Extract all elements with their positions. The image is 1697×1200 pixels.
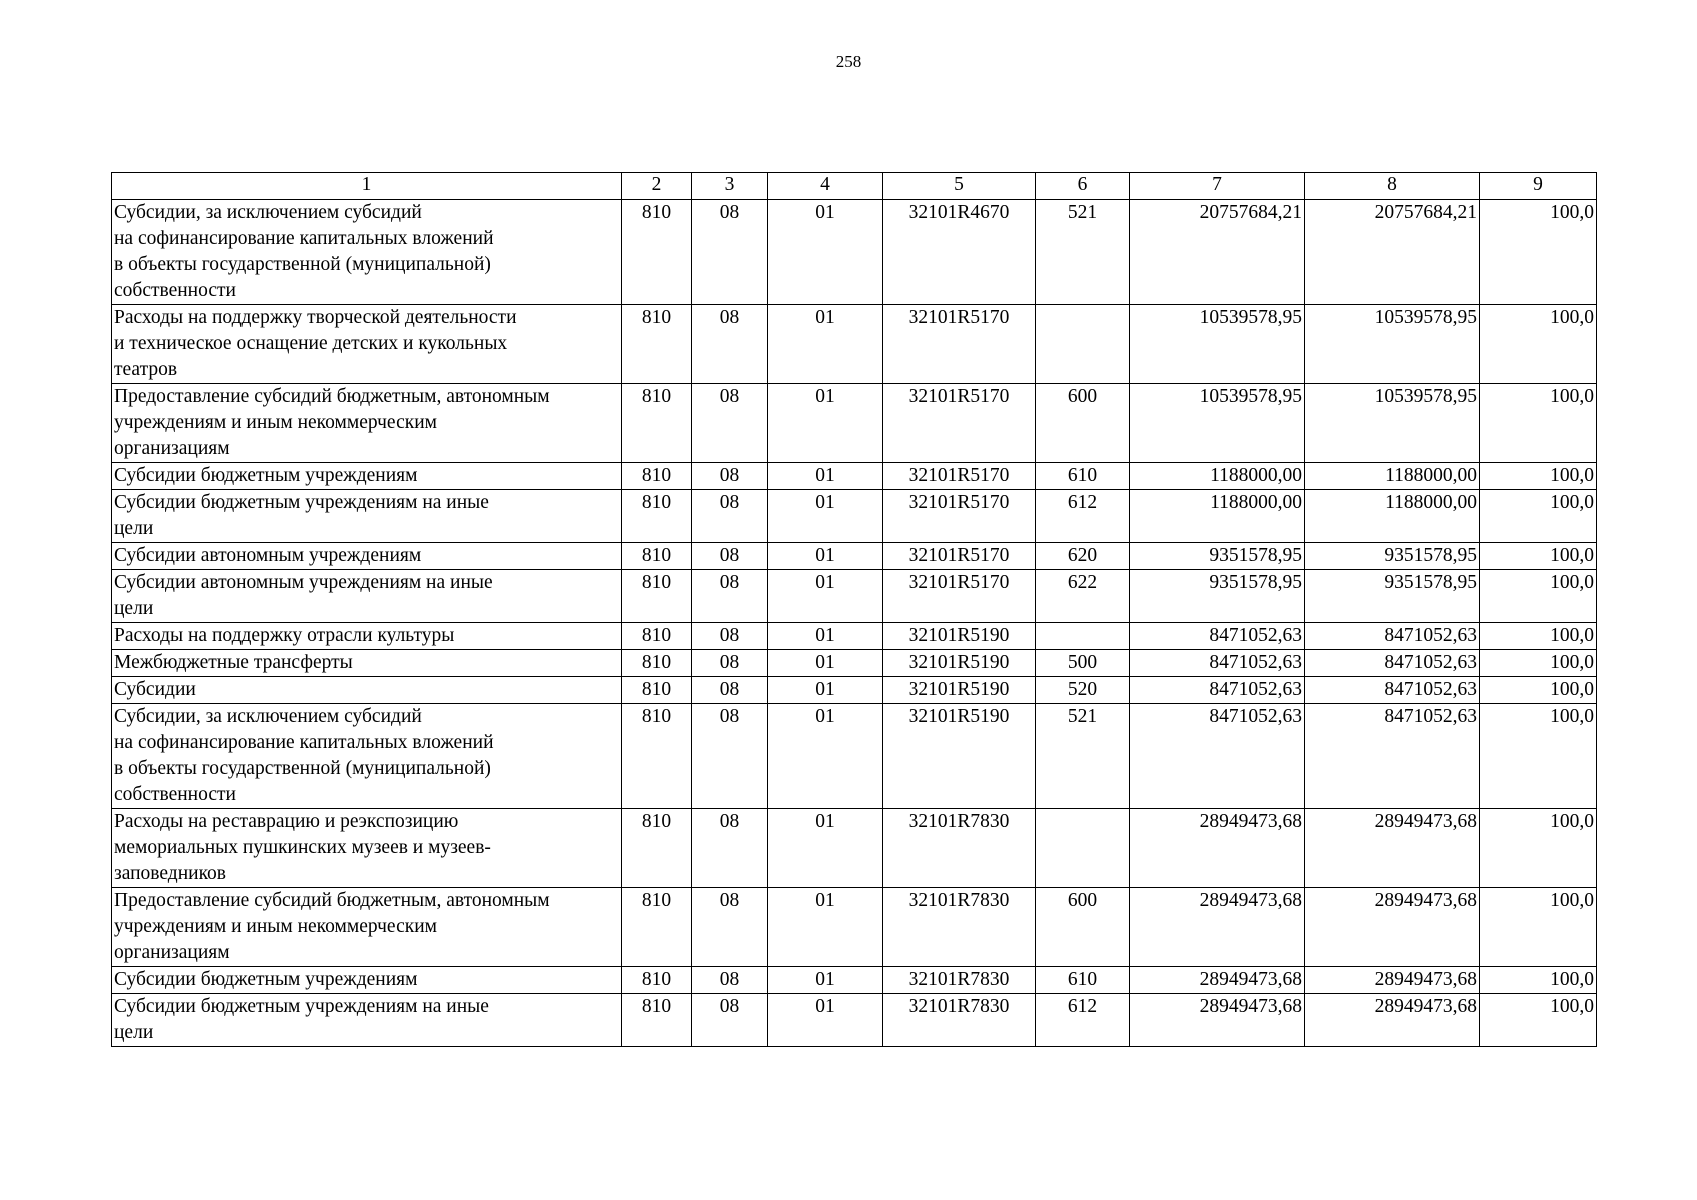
cell-code-4: 01: [768, 967, 883, 994]
cell-code-6: 612: [1036, 490, 1130, 543]
cell-amount-8: 20757684,21: [1305, 200, 1480, 305]
cell-amount-7: 28949473,68: [1130, 994, 1305, 1047]
cell-amount-8: 1188000,00: [1305, 490, 1480, 543]
cell-code-6: 612: [1036, 994, 1130, 1047]
cell-code-5: 32101R7830: [883, 809, 1036, 888]
table-row: [112, 200, 1597, 305]
cell-code-4: 01: [768, 463, 883, 490]
cell-amount-8: 1188000,00: [1305, 463, 1480, 490]
cell-code-5: 32101R4670: [883, 200, 1036, 305]
cell-code-5: 32101R7830: [883, 994, 1036, 1047]
cell-code-2: 810: [622, 305, 692, 384]
column-header: 8: [1305, 173, 1480, 200]
table-row: [112, 463, 1597, 490]
cell-percent-9: 100,0: [1480, 994, 1597, 1047]
cell-amount-7: 1188000,00: [1130, 490, 1305, 543]
cell-code-6: [1036, 623, 1130, 650]
cell-code-5: 32101R5190: [883, 677, 1036, 704]
cell-code-5: 32101R7830: [883, 888, 1036, 967]
cell-amount-8: 28949473,68: [1305, 994, 1480, 1047]
cell-code-2: 810: [622, 490, 692, 543]
cell-description: Субсидии бюджетным учреждениям на иные цели: [112, 490, 622, 543]
cell-code-4: 01: [768, 704, 883, 809]
table-row: [112, 967, 1597, 994]
cell-code-5: 32101R5170: [883, 463, 1036, 490]
column-header: 9: [1480, 173, 1597, 200]
cell-description: Субсидии бюджетным учреждениям: [112, 463, 622, 490]
column-header: 7: [1130, 173, 1305, 200]
table-header: [112, 173, 1597, 200]
cell-description: Расходы на реставрацию и реэкспозицию мемориальных пушкинских музеев и музеев- заповедников: [112, 809, 622, 888]
cell-code-3: 08: [692, 305, 768, 384]
cell-code-5: 32101R5190: [883, 704, 1036, 809]
cell-code-3: 08: [692, 650, 768, 677]
table-row: [112, 570, 1597, 623]
cell-code-3: 08: [692, 384, 768, 463]
cell-description: Субсидии, за исключением субсидий на софинансирование капитальных вложений в объекты государственной (муниципальной) собственности: [112, 200, 622, 305]
cell-amount-8: 10539578,95: [1305, 384, 1480, 463]
cell-code-6: 600: [1036, 384, 1130, 463]
cell-code-6: 521: [1036, 704, 1130, 809]
table-row: [112, 650, 1597, 677]
column-header: 4: [768, 173, 883, 200]
cell-percent-9: 100,0: [1480, 200, 1597, 305]
column-header: 3: [692, 173, 768, 200]
cell-description: Субсидии: [112, 677, 622, 704]
cell-amount-7: 8471052,63: [1130, 623, 1305, 650]
cell-code-2: 810: [622, 623, 692, 650]
cell-code-6: [1036, 809, 1130, 888]
cell-amount-8: 28949473,68: [1305, 809, 1480, 888]
table-row: [112, 490, 1597, 543]
cell-code-4: 01: [768, 623, 883, 650]
cell-amount-7: 10539578,95: [1130, 384, 1305, 463]
table-row: [112, 994, 1597, 1047]
cell-code-3: 08: [692, 570, 768, 623]
cell-code-3: 08: [692, 809, 768, 888]
table-row: [112, 888, 1597, 967]
cell-code-3: 08: [692, 463, 768, 490]
cell-description: Расходы на поддержку отрасли культуры: [112, 623, 622, 650]
table-row: [112, 704, 1597, 809]
table-row: [112, 677, 1597, 704]
cell-percent-9: 100,0: [1480, 463, 1597, 490]
table-row: [112, 384, 1597, 463]
cell-code-3: 08: [692, 704, 768, 809]
table-row: [112, 305, 1597, 384]
cell-code-4: 01: [768, 543, 883, 570]
cell-percent-9: 100,0: [1480, 677, 1597, 704]
cell-code-6: 500: [1036, 650, 1130, 677]
cell-amount-7: 10539578,95: [1130, 305, 1305, 384]
cell-code-6: 521: [1036, 200, 1130, 305]
cell-percent-9: 100,0: [1480, 809, 1597, 888]
cell-description: Субсидии бюджетным учреждениям: [112, 967, 622, 994]
cell-code-2: 810: [622, 888, 692, 967]
cell-code-3: 08: [692, 677, 768, 704]
cell-code-3: 08: [692, 888, 768, 967]
cell-amount-8: 9351578,95: [1305, 543, 1480, 570]
cell-code-6: [1036, 305, 1130, 384]
cell-amount-8: 28949473,68: [1305, 967, 1480, 994]
cell-amount-8: 8471052,63: [1305, 650, 1480, 677]
budget-table: [111, 172, 1597, 1047]
cell-amount-8: 8471052,63: [1305, 623, 1480, 650]
cell-description: Расходы на поддержку творческой деятельности и техническое оснащение детских и кукольных театров: [112, 305, 622, 384]
cell-amount-7: 8471052,63: [1130, 677, 1305, 704]
cell-percent-9: 100,0: [1480, 650, 1597, 677]
cell-code-2: 810: [622, 677, 692, 704]
cell-code-2: 810: [622, 704, 692, 809]
cell-code-2: 810: [622, 384, 692, 463]
cell-code-4: 01: [768, 809, 883, 888]
column-header: 5: [883, 173, 1036, 200]
cell-description: Субсидии бюджетным учреждениям на иные цели: [112, 994, 622, 1047]
cell-code-5: 32101R5190: [883, 650, 1036, 677]
cell-code-6: 520: [1036, 677, 1130, 704]
cell-code-5: 32101R5170: [883, 384, 1036, 463]
cell-percent-9: 100,0: [1480, 967, 1597, 994]
page-number: 258: [835, 52, 862, 71]
cell-code-2: 810: [622, 650, 692, 677]
cell-code-4: 01: [768, 305, 883, 384]
cell-code-5: 32101R7830: [883, 967, 1036, 994]
cell-description: Субсидии, за исключением субсидий на софинансирование капитальных вложений в объекты государственной (муниципальной) собственности: [112, 704, 622, 809]
cell-code-4: 01: [768, 200, 883, 305]
table-row: [112, 623, 1597, 650]
cell-code-6: 610: [1036, 967, 1130, 994]
table-row: [112, 543, 1597, 570]
cell-code-6: 620: [1036, 543, 1130, 570]
cell-code-3: 08: [692, 623, 768, 650]
cell-code-2: 810: [622, 809, 692, 888]
cell-code-2: 810: [622, 967, 692, 994]
cell-description: Предоставление субсидий бюджетным, автономным учреждениям и иным некоммерческим организациям: [112, 384, 622, 463]
column-header: 2: [622, 173, 692, 200]
cell-amount-7: 28949473,68: [1130, 967, 1305, 994]
cell-code-2: 810: [622, 463, 692, 490]
cell-amount-8: 10539578,95: [1305, 305, 1480, 384]
cell-code-3: 08: [692, 543, 768, 570]
cell-amount-7: 1188000,00: [1130, 463, 1305, 490]
cell-code-5: 32101R5170: [883, 543, 1036, 570]
cell-amount-8: 28949473,68: [1305, 888, 1480, 967]
cell-description: Предоставление субсидий бюджетным, автономным учреждениям и иным некоммерческим организациям: [112, 888, 622, 967]
cell-amount-7: 9351578,95: [1130, 570, 1305, 623]
cell-amount-7: 8471052,63: [1130, 704, 1305, 809]
cell-code-3: 08: [692, 967, 768, 994]
cell-percent-9: 100,0: [1480, 623, 1597, 650]
table-body: [112, 200, 1597, 1047]
cell-percent-9: 100,0: [1480, 704, 1597, 809]
cell-amount-8: 8471052,63: [1305, 704, 1480, 809]
cell-code-3: 08: [692, 490, 768, 543]
table-row: [112, 809, 1597, 888]
cell-code-6: 600: [1036, 888, 1130, 967]
cell-code-6: 610: [1036, 463, 1130, 490]
cell-code-5: 32101R5170: [883, 490, 1036, 543]
cell-code-5: 32101R5170: [883, 305, 1036, 384]
cell-amount-8: 8471052,63: [1305, 677, 1480, 704]
cell-code-2: 810: [622, 543, 692, 570]
cell-code-2: 810: [622, 570, 692, 623]
cell-code-2: 810: [622, 200, 692, 305]
cell-code-2: 810: [622, 994, 692, 1047]
cell-description: Межбюджетные трансферты: [112, 650, 622, 677]
cell-amount-8: 9351578,95: [1305, 570, 1480, 623]
cell-code-4: 01: [768, 650, 883, 677]
cell-description: Субсидии автономным учреждениям на иные цели: [112, 570, 622, 623]
cell-code-4: 01: [768, 570, 883, 623]
cell-amount-7: 8471052,63: [1130, 650, 1305, 677]
cell-percent-9: 100,0: [1480, 543, 1597, 570]
cell-amount-7: 28949473,68: [1130, 809, 1305, 888]
cell-amount-7: 20757684,21: [1130, 200, 1305, 305]
cell-percent-9: 100,0: [1480, 490, 1597, 543]
cell-code-5: 32101R5170: [883, 570, 1036, 623]
cell-code-5: 32101R5190: [883, 623, 1036, 650]
cell-percent-9: 100,0: [1480, 384, 1597, 463]
cell-code-4: 01: [768, 677, 883, 704]
cell-amount-7: 9351578,95: [1130, 543, 1305, 570]
cell-code-4: 01: [768, 384, 883, 463]
cell-code-3: 08: [692, 200, 768, 305]
cell-percent-9: 100,0: [1480, 570, 1597, 623]
cell-description: Субсидии автономным учреждениям: [112, 543, 622, 570]
column-header: 1: [112, 173, 622, 200]
cell-amount-7: 28949473,68: [1130, 888, 1305, 967]
cell-code-3: 08: [692, 994, 768, 1047]
header-row: [112, 173, 1597, 200]
cell-code-4: 01: [768, 490, 883, 543]
cell-percent-9: 100,0: [1480, 305, 1597, 384]
cell-code-4: 01: [768, 994, 883, 1047]
cell-percent-9: 100,0: [1480, 888, 1597, 967]
column-header: 6: [1036, 173, 1130, 200]
cell-code-6: 622: [1036, 570, 1130, 623]
cell-code-4: 01: [768, 888, 883, 967]
